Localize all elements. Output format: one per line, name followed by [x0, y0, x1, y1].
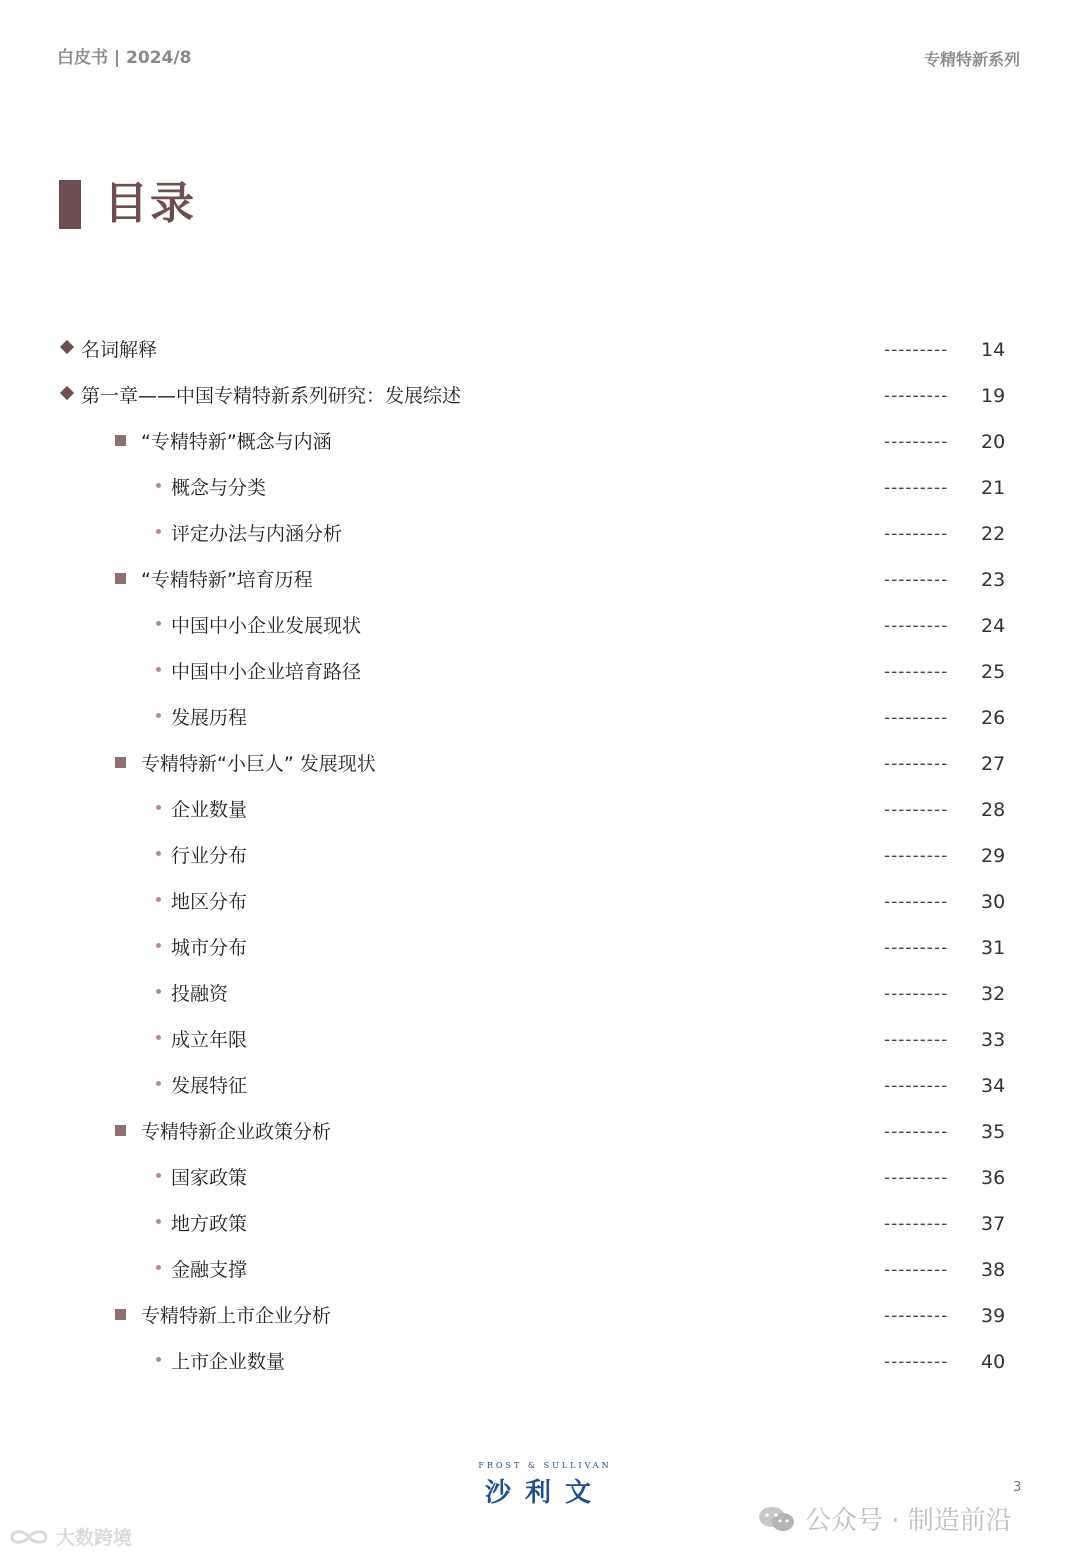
toc-dash-leader: --------- [884, 846, 949, 866]
toc-page-number: 19 [981, 385, 1006, 407]
diamond-bullet-icon [60, 340, 74, 354]
toc-page-number: 40 [981, 1351, 1006, 1373]
toc-dash-leader: --------- [884, 340, 949, 360]
toc-dash-leader: --------- [884, 984, 949, 1004]
logo-english-text: FROST & SULLIVAN [478, 1461, 612, 1470]
toc-entry-label: 企业数量 [171, 799, 248, 821]
toc-entry-label: 上市企业数量 [171, 1351, 286, 1373]
toc-dash-leader: --------- [884, 524, 949, 544]
toc-entry[interactable] [0, 419, 1080, 465]
dot-bullet-icon [156, 1219, 161, 1224]
toc-page-number: 27 [981, 753, 1006, 775]
toc-entry[interactable] [0, 1201, 1080, 1247]
toc-page-number: 29 [981, 845, 1006, 867]
dot-bullet-icon [156, 1265, 161, 1270]
toc-dash-leader: --------- [884, 800, 949, 820]
toc-entry-label: 地区分布 [171, 891, 248, 913]
toc-entry-label: 第一章——中国专精特新系列研究：发展综述 [81, 385, 462, 407]
toc-entry[interactable] [0, 1109, 1080, 1155]
header-series-title: 专精特新系列 [923, 50, 1020, 69]
toc-entry[interactable] [0, 1017, 1080, 1063]
toc-entry[interactable] [0, 833, 1080, 879]
toc-entry[interactable] [0, 879, 1080, 925]
toc-entry[interactable] [0, 1063, 1080, 1109]
dot-bullet-icon [156, 943, 161, 948]
page-number: 3 [1013, 1480, 1022, 1495]
toc-entry[interactable] [0, 787, 1080, 833]
dot-bullet-icon [156, 805, 161, 810]
toc-entry-label: 金融支撑 [171, 1259, 248, 1281]
toc-entry-label: 成立年限 [171, 1029, 248, 1051]
table-of-contents [0, 327, 1080, 1385]
diamond-bullet-icon [60, 386, 74, 400]
dot-bullet-icon [156, 667, 161, 672]
watermark-wechat-text: 公众号 · 制造前沿 [805, 1506, 1012, 1536]
toc-entry-label: “专精特新”概念与内涵 [141, 431, 332, 453]
toc-entry-label: 投融资 [171, 983, 229, 1005]
infinity-logo-icon [6, 1526, 52, 1548]
dot-bullet-icon [156, 1081, 161, 1086]
dot-bullet-icon [156, 1173, 161, 1178]
toc-page-number: 39 [981, 1305, 1006, 1327]
toc-dash-leader: --------- [884, 1030, 949, 1050]
toc-page-number: 20 [981, 431, 1006, 453]
toc-dash-leader: --------- [884, 1306, 949, 1326]
toc-dash-leader: --------- [884, 1168, 949, 1188]
toc-dash-leader: --------- [884, 892, 949, 912]
header-left-text: 白皮书 | 2024/8 [57, 48, 192, 68]
toc-dash-leader: --------- [884, 616, 949, 636]
toc-page-number: 25 [981, 661, 1006, 683]
watermark-corner-text: 大数跨境 [56, 1527, 133, 1549]
toc-entry-label: “专精特新”培育历程 [141, 569, 313, 591]
toc-dash-leader: --------- [884, 708, 949, 728]
toc-dash-leader: --------- [884, 570, 949, 590]
wechat-icon [757, 1504, 797, 1534]
toc-entry-label: 评定办法与内涵分析 [171, 523, 343, 545]
toc-entry[interactable] [0, 971, 1080, 1017]
toc-entry-label: 名词解释 [81, 339, 158, 361]
toc-entry-label: 城市分布 [171, 937, 248, 959]
toc-entry-label: 中国中小企业培育路径 [171, 661, 362, 683]
toc-page-number: 30 [981, 891, 1006, 913]
toc-dash-leader: --------- [884, 662, 949, 682]
dot-bullet-icon [156, 1035, 161, 1040]
toc-page-number: 23 [981, 569, 1006, 591]
toc-entry[interactable] [0, 603, 1080, 649]
toc-entry-label: 专精特新上市企业分析 [141, 1305, 332, 1327]
toc-dash-leader: --------- [884, 478, 949, 498]
square-bullet-icon [115, 757, 126, 768]
toc-entry[interactable] [0, 373, 1080, 419]
toc-entry[interactable] [0, 465, 1080, 511]
toc-entry[interactable] [0, 511, 1080, 557]
toc-entry[interactable] [0, 649, 1080, 695]
sullivan-logo [470, 1461, 620, 1508]
toc-page-number: 34 [981, 1075, 1006, 1097]
toc-entry-label: 发展历程 [171, 707, 248, 729]
toc-page-number: 35 [981, 1121, 1006, 1143]
toc-page-number: 22 [981, 523, 1006, 545]
toc-page-number: 28 [981, 799, 1006, 821]
toc-dash-leader: --------- [884, 754, 949, 774]
toc-entry-label: 行业分布 [171, 845, 248, 867]
toc-page-number: 33 [981, 1029, 1006, 1051]
page-title: 目录 [104, 178, 196, 229]
toc-entry-label: 中国中小企业发展现状 [171, 615, 362, 637]
dot-bullet-icon [156, 483, 161, 488]
toc-page-number: 36 [981, 1167, 1006, 1189]
toc-dash-leader: --------- [884, 386, 949, 406]
square-bullet-icon [115, 1125, 126, 1136]
toc-page-number: 38 [981, 1259, 1006, 1281]
toc-entry-label: 国家政策 [171, 1167, 248, 1189]
toc-page-number: 14 [981, 339, 1006, 361]
dot-bullet-icon [156, 621, 161, 626]
toc-page-number: 31 [981, 937, 1006, 959]
toc-page-number: 21 [981, 477, 1006, 499]
toc-entry[interactable] [0, 327, 1080, 373]
toc-dash-leader: --------- [884, 432, 949, 452]
toc-entry-label: 地方政策 [171, 1213, 248, 1235]
toc-entry[interactable] [0, 1155, 1080, 1201]
square-bullet-icon [115, 573, 126, 584]
toc-page-number: 37 [981, 1213, 1006, 1235]
toc-entry[interactable] [0, 925, 1080, 971]
toc-dash-leader: --------- [884, 1352, 949, 1372]
title-accent-bar [59, 180, 81, 229]
dot-bullet-icon [156, 1357, 161, 1362]
dot-bullet-icon [156, 851, 161, 856]
toc-entry[interactable] [0, 557, 1080, 603]
toc-entry[interactable] [0, 1247, 1080, 1293]
toc-page-number: 24 [981, 615, 1006, 637]
watermark-wechat [757, 1500, 1012, 1537]
toc-dash-leader: --------- [884, 938, 949, 958]
toc-dash-leader: --------- [884, 1260, 949, 1280]
toc-page-number: 26 [981, 707, 1006, 729]
watermark-corner [6, 1523, 132, 1550]
dot-bullet-icon [156, 989, 161, 994]
toc-entry[interactable] [0, 741, 1080, 787]
toc-entry-label: 专精特新“小巨人” 发展现状 [141, 753, 376, 775]
square-bullet-icon [115, 1309, 126, 1320]
square-bullet-icon [115, 435, 126, 446]
toc-entry-label: 专精特新企业政策分析 [141, 1121, 332, 1143]
logo-chinese-text: 沙利文 [484, 1478, 605, 1508]
toc-entry-label: 发展特征 [171, 1075, 248, 1097]
toc-entry[interactable] [0, 1293, 1080, 1339]
toc-dash-leader: --------- [884, 1076, 949, 1096]
dot-bullet-icon [156, 529, 161, 534]
dot-bullet-icon [156, 897, 161, 902]
toc-page-number: 32 [981, 983, 1006, 1005]
toc-entry[interactable] [0, 695, 1080, 741]
toc-entry-label: 概念与分类 [171, 477, 267, 499]
toc-dash-leader: --------- [884, 1122, 949, 1142]
toc-entry[interactable] [0, 1339, 1080, 1385]
toc-dash-leader: --------- [884, 1214, 949, 1234]
dot-bullet-icon [156, 713, 161, 718]
